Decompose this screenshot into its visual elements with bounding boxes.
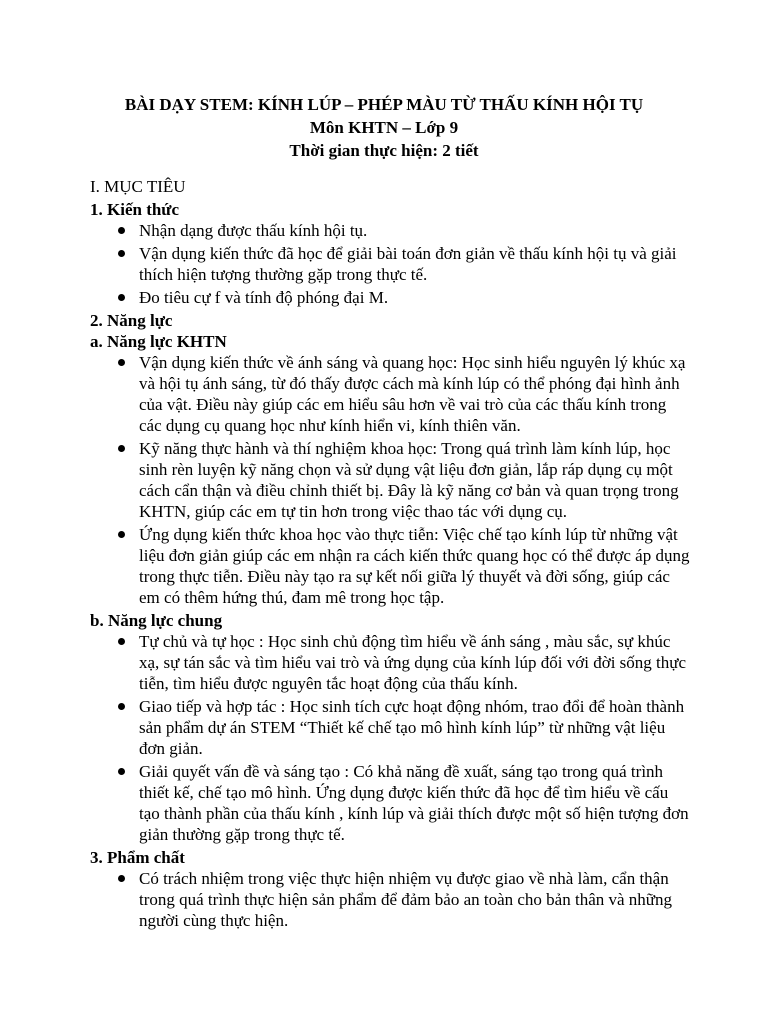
document-body [90,176,690,933]
section-heading-objectives: I. MỤC TIÊU [90,177,186,196]
heading-competence: 2. Năng lực [90,311,173,330]
list-item: Có trách nhiệm trong việc thực hiện nhiệm vụ được giao về nhà làm, cẩn thận trong quá trình thực hiện sản phẩm để đảm bảo an toàn cho bản thân và những người cùng thực hiện. [90,868,690,931]
qualities-list [90,868,690,931]
knowledge-list [90,220,690,308]
list-item: Kỹ năng thực hành và thí nghiệm khoa học: Trong quá trình làm kính lúp, học sinh rèn luyện kỹ năng chọn và sử dụng vật liệu đơn giản, lắp ráp dụng cụ một cách cẩn thận và điều chỉnh thiết bị. Đây là kỹ năng cơ bản và quan trọng trong KHTN, giúp các em tự tin hơn trong việc thao tác với dụng cụ. [90,438,690,522]
heading-qualities: 3. Phẩm chất [90,848,185,867]
list-item: Giải quyết vấn đề và sáng tạo : Có khả năng đề xuất, sáng tạo trong quá trình thiết kế, chế tạo mô hình. Ứng dụng được kiến thức đã học để tìm hiểu về cấu tạo thành phần của thấu kính , kính lúp và giải thích được một số hiện tượng đơn giản thường gặp trong thực tế. [90,761,690,845]
list-item: Giao tiếp và hợp tác : Học sinh tích cực hoạt động nhóm, trao đổi để hoàn thành sản phẩm dự án STEM “Thiết kế chế tạo mô hình kính lúp” từ những vật liệu đơn giản. [90,696,690,759]
heading-khtn-competence: a. Năng lực KHTN [90,332,227,351]
list-item: Nhận dạng được thấu kính hội tụ. [90,220,690,241]
duration-line: Thời gian thực hiện: 2 tiết [289,141,479,160]
list-item: Đo tiêu cự f và tính độ phóng đại M. [90,287,690,308]
list-item: Vận dụng kiến thức đã học để giải bài toán đơn giản về thấu kính hội tụ và giải thích hiện tượng thường gặp trong thực tế. [90,243,690,285]
list-item: Ứng dụng kiến thức khoa học vào thực tiễn: Việc chế tạo kính lúp từ những vật liệu đơn giản giúp các em nhận ra cách kiến thức quang học có thể được áp dụng trong thực tiễn. Điều này tạo ra sự kết nối giữa lý thuyết và đời sống, giúp các em có thêm hứng thú, đam mê trong học tập. [90,524,690,608]
heading-general-competence: b. Năng lực chung [90,611,223,630]
list-item: Vận dụng kiến thức về ánh sáng và quang học: Học sinh hiểu nguyên lý khúc xạ và hội tụ ánh sáng, từ đó thấy được cách mà kính lúp có thể phóng đại hình ảnh của vật. Điều này giúp các em hiểu sâu hơn về vai trò của các thấu kính trong các dụng cụ quang học như kính hiển vi, kính thiên văn. [90,352,690,436]
khtn-competence-list [90,352,690,608]
subject-line: Môn KHTN – Lớp 9 [309,118,459,137]
heading-knowledge: 1. Kiến thức [90,200,180,219]
general-competence-list [90,631,690,845]
lesson-title: BÀI DẠY STEM: KÍNH LÚP – PHÉP MÀU TỪ THẤU KÍNH HỘI TỤ [124,95,644,114]
list-item: Tự chủ và tự học : Học sinh chủ động tìm hiểu về ánh sáng , màu sắc, sự khúc xạ, sự tán sắc và tìm hiểu vai trò và ứng dụng của kính lúp đối với đời sống thực tiễn, tìm hiểu được nguyên tắc hoạt động của thấu kính. [90,631,690,694]
title-block [0,93,768,162]
